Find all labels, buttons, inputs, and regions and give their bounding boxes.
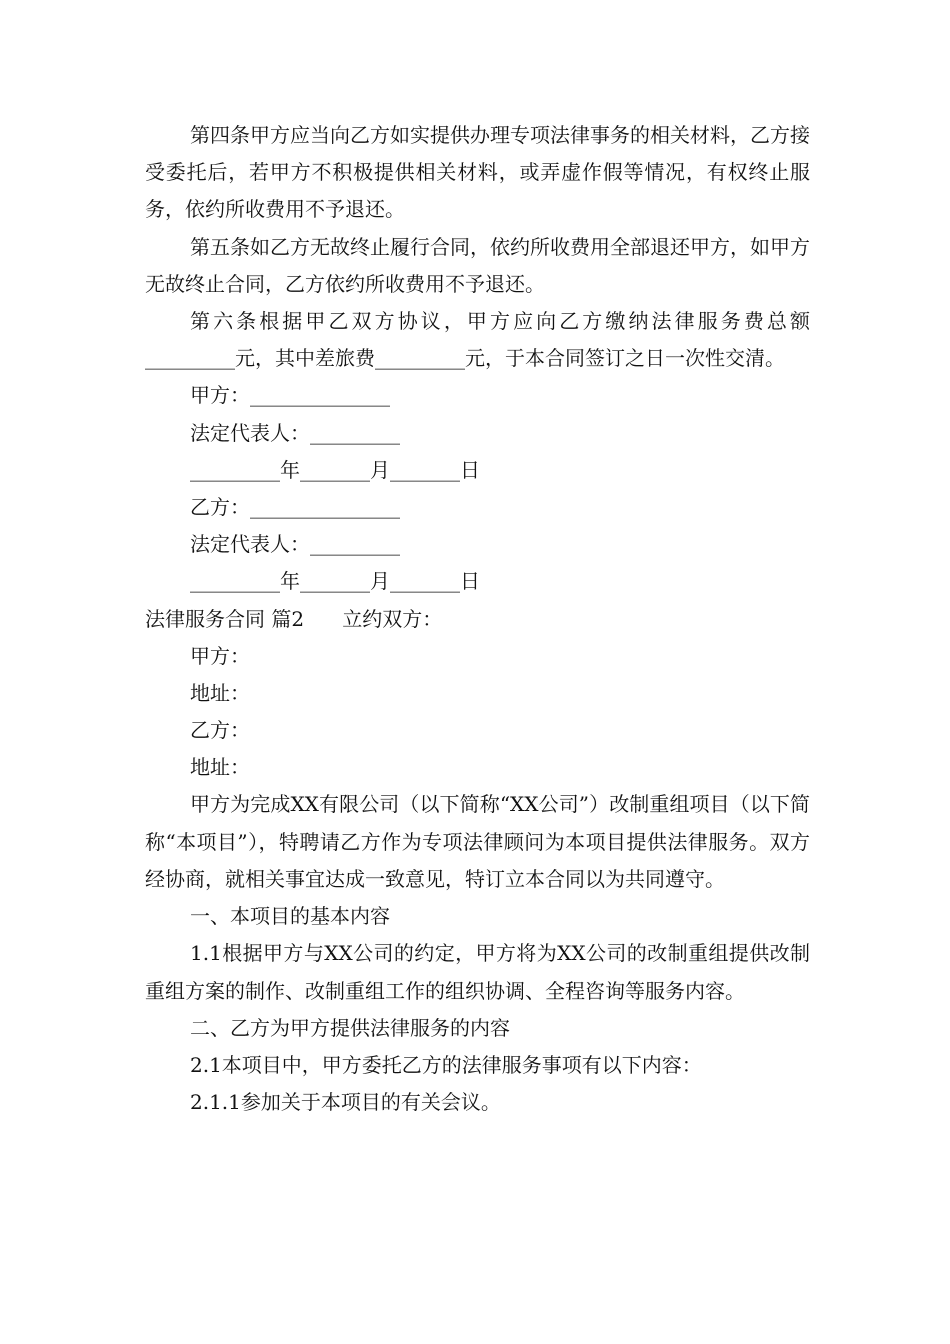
date-line: _________年_______月_______日 <box>190 569 480 594</box>
intro-paragraph: 甲方为完成XX有限公司（以下简称“XX公司”）改制重组项目（以下简称“本项目”），特聘请乙方作为专项法律顾问为本项目提供法律服务。双方经协商，就相关事宜达成一致意见，特订立本合同以为共同遵守。 <box>145 792 810 891</box>
article-4: 第四条甲方应当向乙方如实提供办理专项法律事务的相关材料，乙方接受委托后，若甲方不积极提供相关材料，或弄虚作假等情况，有权终止服务，依约所收费用不予退还。 <box>145 123 810 222</box>
article-5: 第五条如乙方无故终止履行合同，依约所收费用全部退还甲方，如甲方无故终止合同，乙方依约所收费用不予退还。 <box>145 234 810 296</box>
field-address: 地址： <box>190 680 250 705</box>
field-party-b: 乙方： <box>190 718 250 743</box>
clause-1-1: 1.1根据甲方与XX公司的约定，甲方将为XX公司的改制重组提供改制重组方案的制作、改制重组工作的组织协调、全程咨询等服务内容。 <box>145 941 810 1003</box>
field-party-a: 甲方： <box>190 643 250 668</box>
section-heading: 法律服务合同 篇2 立约双方： <box>145 606 443 631</box>
legal-rep-line: 法定代表人：_________ <box>190 532 400 557</box>
article-6: 第六条根据甲乙双方协议，甲方应向乙方缴纳法律服务费总额_________元，其中差旅费_________元，于本合同签订之日一次性交清。 <box>145 309 810 371</box>
date-line: _________年_______月_______日 <box>190 457 480 482</box>
section-title: 二、乙方为甲方提供法律服务的内容 <box>190 1015 510 1040</box>
field-address: 地址： <box>190 755 250 780</box>
section-title: 一、本项目的基本内容 <box>190 904 390 929</box>
party-b-line: 乙方：_______________ <box>190 494 400 519</box>
clause-2-1: 2.1本项目中，甲方委托乙方的法律服务事项有以下内容： <box>190 1052 702 1077</box>
party-a-line: 甲方：______________ <box>190 383 390 408</box>
clause-2-1-1: 2.1.1参加关于本项目的有关会议。 <box>190 1090 501 1115</box>
document-body <box>145 117 810 1121</box>
legal-rep-line: 法定代表人：_________ <box>190 420 400 445</box>
